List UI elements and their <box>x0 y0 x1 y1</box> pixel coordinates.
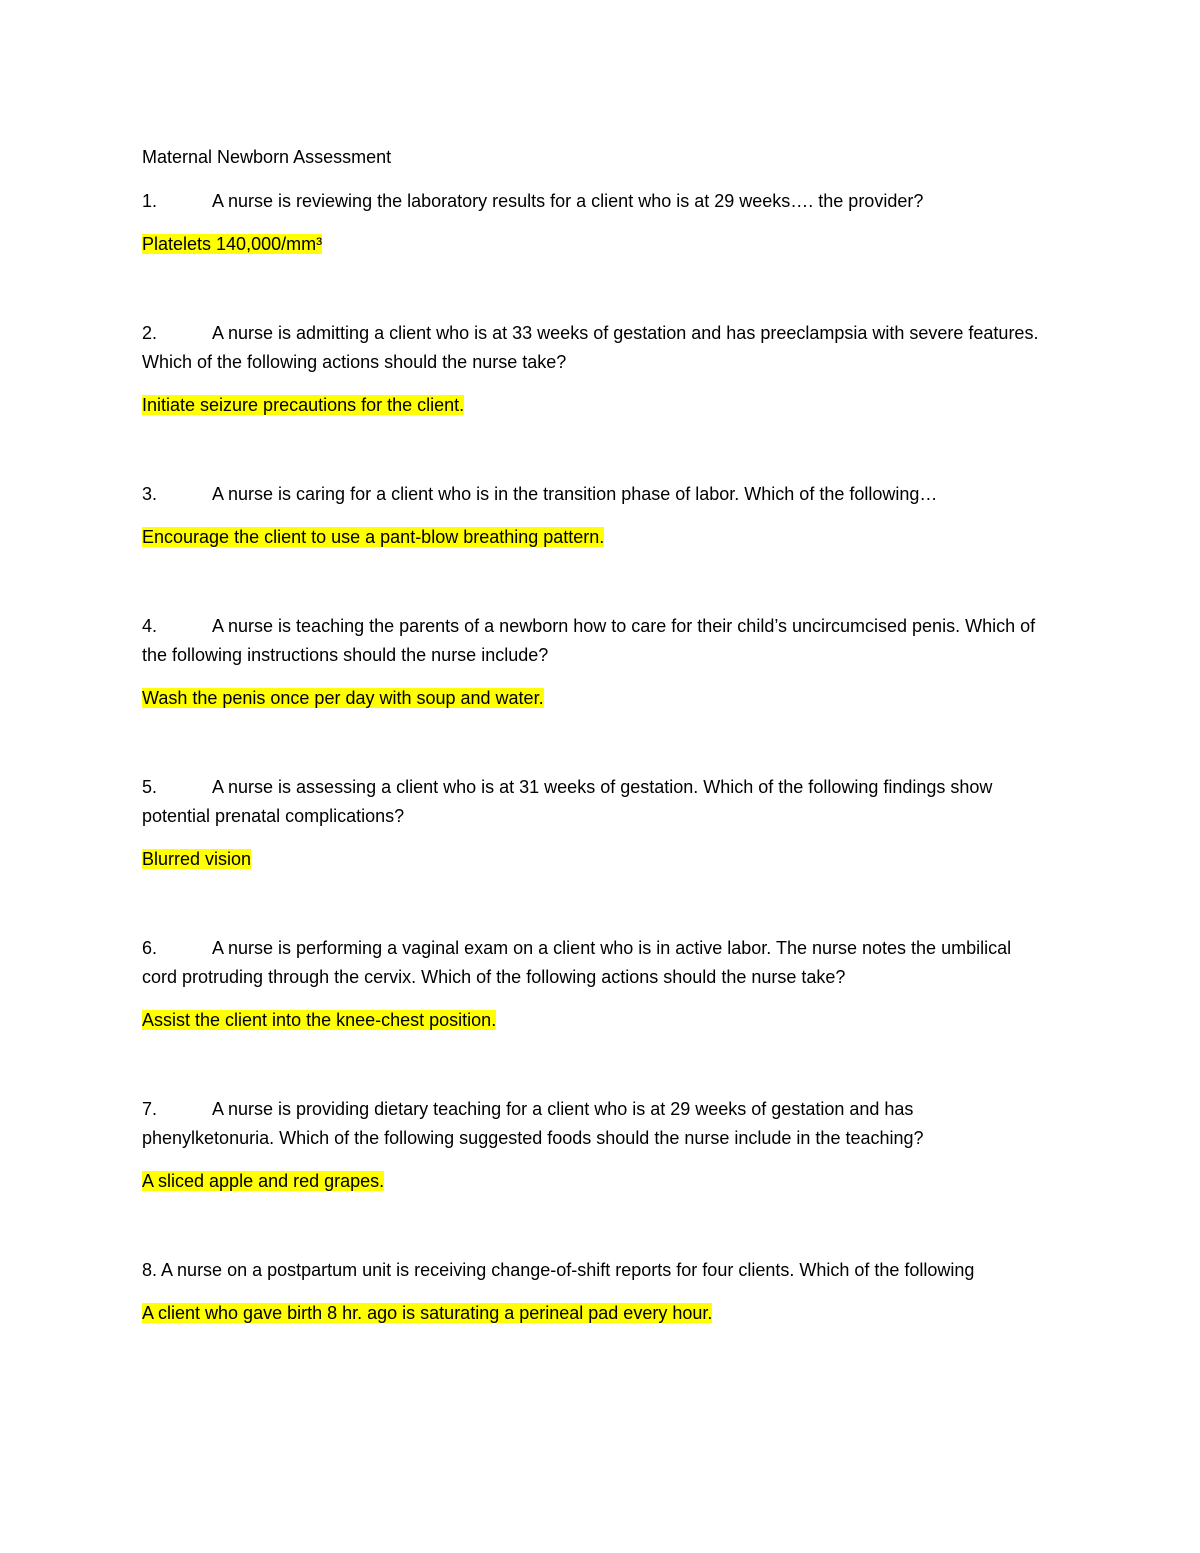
answer-text <box>142 684 1042 713</box>
answer-text <box>142 1006 1042 1035</box>
question-number: 3. <box>142 484 158 504</box>
question-body: A nurse is caring for a client who is in the transition phase of labor. Which of the following… <box>212 484 938 504</box>
answer-text <box>142 1299 1042 1328</box>
question-block-6 <box>142 934 1042 1051</box>
question-number: 4. <box>142 616 158 636</box>
answer-text <box>142 845 1042 874</box>
question-block-2 <box>142 319 1042 436</box>
question-body: A nurse is performing a vaginal exam on a client who is in active labor. The nurse notes the umbilical cord protruding through the cervix. Which of the following actions should the nurse take? <box>142 938 1012 987</box>
question-block-5 <box>142 773 1042 890</box>
question-number: 5. <box>142 777 158 797</box>
question-text <box>142 480 1042 509</box>
question-block-8 <box>142 1256 1042 1373</box>
answer-text <box>142 1167 1042 1196</box>
document-body <box>142 143 1042 1373</box>
question-body: A nurse on a postpartum unit is receiving change-of-shift reports for four clients. Which of the following <box>161 1260 975 1280</box>
question-body: A nurse is reviewing the laboratory results for a client who is at 29 weeks…. the provider? <box>212 191 924 211</box>
document-title: Maternal Newborn Assessment <box>142 147 392 167</box>
answer-text <box>142 230 1042 259</box>
answer-text <box>142 391 1042 420</box>
highlighted-answer: Platelets 140,000/mm³ <box>142 234 323 254</box>
question-body: A nurse is assessing a client who is at 31 weeks of gestation. Which of the following findings show potential prenatal complications? <box>142 777 993 826</box>
question-number: 7. <box>142 1099 158 1119</box>
question-block-1 <box>142 187 1042 275</box>
question-block-3 <box>142 480 1042 568</box>
highlighted-answer: Blurred vision <box>142 849 252 869</box>
highlighted-answer: Initiate seizure precautions for the client. <box>142 395 465 415</box>
highlighted-answer: Encourage the client to use a pant-blow breathing pattern. <box>142 527 605 547</box>
question-text <box>142 319 1042 377</box>
highlighted-answer: A sliced apple and red grapes. <box>142 1171 385 1191</box>
question-text <box>142 1256 1042 1285</box>
question-text <box>142 187 1042 216</box>
highlighted-answer: A client who gave birth 8 hr. ago is saturating a perineal pad every hour. <box>142 1303 713 1323</box>
answer-text <box>142 523 1042 552</box>
question-block-4 <box>142 612 1042 729</box>
highlighted-answer: Assist the client into the knee-chest position. <box>142 1010 497 1030</box>
question-body: A nurse is teaching the parents of a newborn how to care for their child’s uncircumcised penis. Which of the following instructions should the nurse include? <box>142 616 1036 665</box>
question-text <box>142 934 1042 992</box>
question-body: A nurse is admitting a client who is at 33 weeks of gestation and has preeclampsia with severe features. Which of the following actions should the nurse take? <box>142 323 1039 372</box>
question-text <box>142 773 1042 831</box>
question-number: 2. <box>142 323 158 343</box>
question-text <box>142 612 1042 670</box>
question-text <box>142 1095 1042 1153</box>
question-block-7 <box>142 1095 1042 1212</box>
question-number: 6. <box>142 938 158 958</box>
question-body: A nurse is providing dietary teaching for a client who is at 29 weeks of gestation and has phenylketonuria. Which of the following suggested foods should the nurse include in the teaching? <box>142 1099 924 1148</box>
question-number: 1. <box>142 191 158 211</box>
question-number: 8. <box>142 1260 158 1280</box>
highlighted-answer: Wash the penis once per day with soup and water. <box>142 688 544 708</box>
